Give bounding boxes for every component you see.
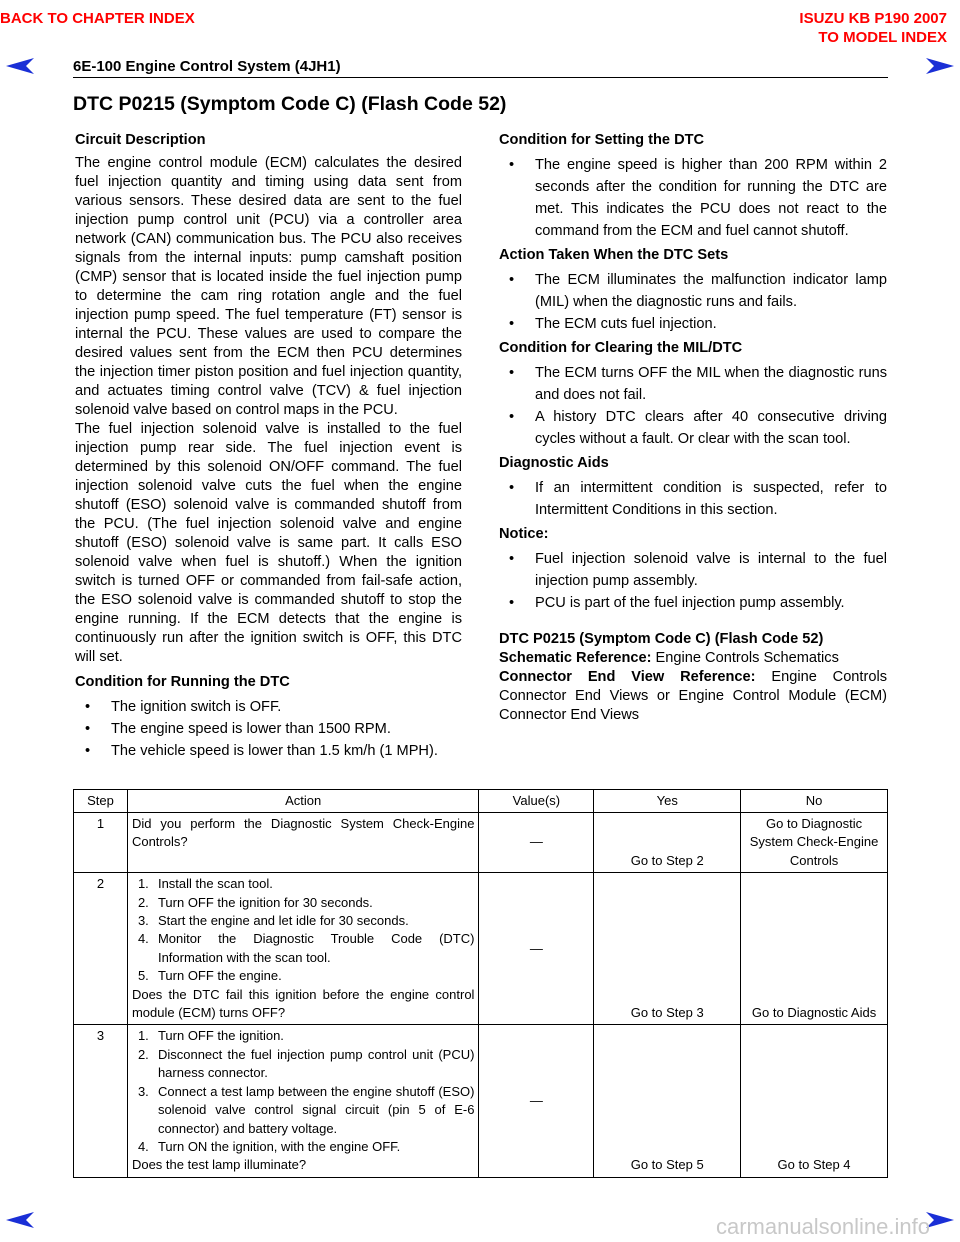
- list-item: • The engine speed is higher than 200 RPM within 2 seconds after the condition for running the DTC are met. This indicates the PCU does not react to the command from the ECM and fuel cannot shutoff.: [509, 157, 887, 239]
- step-number: 3: [74, 1025, 128, 1177]
- yes-cell[interactable]: Go to Step 5: [594, 1025, 741, 1177]
- list-item: • If an intermittent condition is suspected, refer to Intermittent Conditions in this section.: [509, 480, 887, 518]
- table-row: [74, 813, 888, 873]
- diagnostic-aids-heading: Diagnostic Aids: [499, 455, 609, 471]
- back-to-chapter-link[interactable]: BACK TO CHAPTER INDEX: [0, 10, 195, 27]
- circuit-description-paragraph-1: The engine control module (ECM) calculates the desired fuel injection quantity and timing using data sent from various sensors. These desired data are sent to the fuel injection pump control unit (PCU) via a controller area network (CAN) communication bus. The PCU also receives signals from the internal inputs: pump camshaft position (CMP) sensor that is located inside the fuel injection pump to determine the cam ring rotation angle and the fuel injection pump speed. The fuel temperature (FT) sensor is internal the PCU. These values are used to compare the desired values sent from the ECM then PCU determines the injection timer piston position and fuel injection quantity, and actuates timing control valve (TCV) & fuel injection solenoid valve based on control maps in the PCU.: [75, 155, 462, 418]
- diagnostic-table: [73, 789, 888, 1178]
- step-number: 1: [74, 813, 128, 873]
- action-column-header: Action: [127, 790, 479, 813]
- list-item: • The ECM illuminates the malfunction indicator lamp (MIL) when the diagnostic runs and fails.: [509, 272, 887, 310]
- clearing-condition-list: [499, 362, 887, 450]
- no-cell[interactable]: Go to Diagnostic System Check-Engine Controls: [741, 813, 888, 873]
- list-item: • The ECM turns OFF the MIL when the diagnostic runs and does not fail.: [509, 365, 887, 403]
- brand-title: ISUZU KB P190 2007: [799, 10, 947, 27]
- list-item: • PCU is part of the fuel injection pump assembly.: [509, 595, 845, 611]
- setting-condition-list: [499, 154, 887, 242]
- value-cell: —: [479, 813, 594, 873]
- list-item: • Fuel injection solenoid valve is internal to the fuel injection pump assembly.: [509, 551, 887, 589]
- no-cell[interactable]: Go to Step 4: [741, 1025, 888, 1177]
- circuit-description-paragraph-2: The fuel injection solenoid valve is installed to the fuel injection pump rear side. The fuel injection event is determined by this solenoid ON/OFF command. The fuel injection solenoid valve cuts the fuel when the engine shutoff (ESO) solenoid valve is commanded shutoff from the PCU. (The fuel injection solenoid valve and engine shutoff (ESO) solenoid valve is same part. It calls ESO solenoid valve when fuel is shutoff.) When the ignition switch is turned OFF or commanded from fail-safe action, the ESO solenoid valve is commanded shutoff to stop the engine running. If the ECM detects that the engine is continuously run after the ignition switch is OFF, this DTC will set.: [75, 421, 462, 665]
- value-cell: —: [479, 1025, 594, 1177]
- to-model-index-link[interactable]: TO MODEL INDEX: [818, 29, 947, 46]
- previous-page-arrow-icon[interactable]: [4, 56, 36, 76]
- diagnostic-aids-list: [499, 477, 887, 521]
- yes-cell[interactable]: Go to Step 3: [594, 873, 741, 1025]
- action-cell: Did you perform the Diagnostic System Check-Engine Controls?: [127, 813, 479, 873]
- reference-title: DTC P0215 (Symptom Code C) (Flash Code 52): [499, 631, 824, 647]
- yes-cell[interactable]: Go to Step 2: [594, 813, 741, 873]
- list-item: • The ignition switch is OFF.: [85, 699, 282, 715]
- clearing-condition-heading: Condition for Clearing the MIL/DTC: [499, 340, 743, 356]
- action-taken-heading: Action Taken When the DTC Sets: [499, 247, 729, 263]
- table-row: [74, 873, 888, 1025]
- schematic-reference: Schematic Reference: Engine Controls Schematics: [499, 650, 839, 666]
- header-divider: [73, 77, 888, 78]
- page-title: DTC P0215 (Symptom Code C) (Flash Code 52): [73, 93, 507, 115]
- action-taken-list: [499, 269, 887, 335]
- right-column: [499, 127, 887, 725]
- value-cell: —: [479, 873, 594, 1025]
- no-cell[interactable]: Go to Diagnostic Aids: [741, 873, 888, 1025]
- previous-page-arrow-bottom-icon[interactable]: [4, 1210, 36, 1230]
- list-item: • The engine speed is lower than 1500 RPM.: [85, 721, 391, 737]
- connector-reference: Connector End View Reference: Engine Controls Connector End Views or Engine Control Module (ECM) Connector End Views: [499, 669, 887, 723]
- list-item: • A history DTC clears after 40 consecutive driving cycles without a fault. Or clear with the scan tool.: [509, 409, 887, 447]
- setting-condition-heading: Condition for Setting the DTC: [499, 132, 705, 148]
- yes-column-header: Yes: [594, 790, 741, 813]
- table-header-row: [74, 790, 888, 813]
- list-item: • The ECM cuts fuel injection.: [509, 316, 717, 332]
- next-page-arrow-icon[interactable]: [924, 56, 956, 76]
- values-column-header: Value(s): [479, 790, 594, 813]
- step-number: 2: [74, 873, 128, 1025]
- circuit-description-heading: Circuit Description: [75, 132, 206, 148]
- table-row: [74, 1025, 888, 1177]
- left-column: [75, 127, 462, 762]
- notice-list: [499, 548, 887, 614]
- notice-heading: Notice:: [499, 526, 549, 542]
- action-cell: 1. Turn OFF the ignition. 2. Disconnect the fuel injection pump control unit (PCU) harness connector. 3. Connect a test lamp between the engine shutoff (ESO) solenoid valve control signal circuit (pin 5 of E-6 connector) and battery voltage. 4. Turn ON the ignition, with the engine OFF. Does the test lamp illuminate?: [127, 1025, 479, 1177]
- step-column-header: Step: [74, 790, 128, 813]
- list-item: • The vehicle speed is lower than 1.5 km/h (1 MPH).: [85, 743, 438, 759]
- footer-watermark: carmanualsonline.info: [715, 1214, 930, 1239]
- running-condition-heading: Condition for Running the DTC: [75, 674, 290, 690]
- action-cell: 1. Install the scan tool. 2. Turn OFF the ignition for 30 seconds. 3. Start the engine and let idle for 30 seconds. 4. Monitor the Diagnostic Trouble Code (DTC) Information with the scan tool. 5. Turn OFF the engine. Does the DTC fail this ignition before the engine control module (ECM) turns OFF?: [127, 873, 479, 1025]
- running-condition-list: [75, 696, 462, 762]
- page-header: 6E-100 Engine Control System (4JH1): [73, 58, 341, 75]
- no-column-header: No: [741, 790, 888, 813]
